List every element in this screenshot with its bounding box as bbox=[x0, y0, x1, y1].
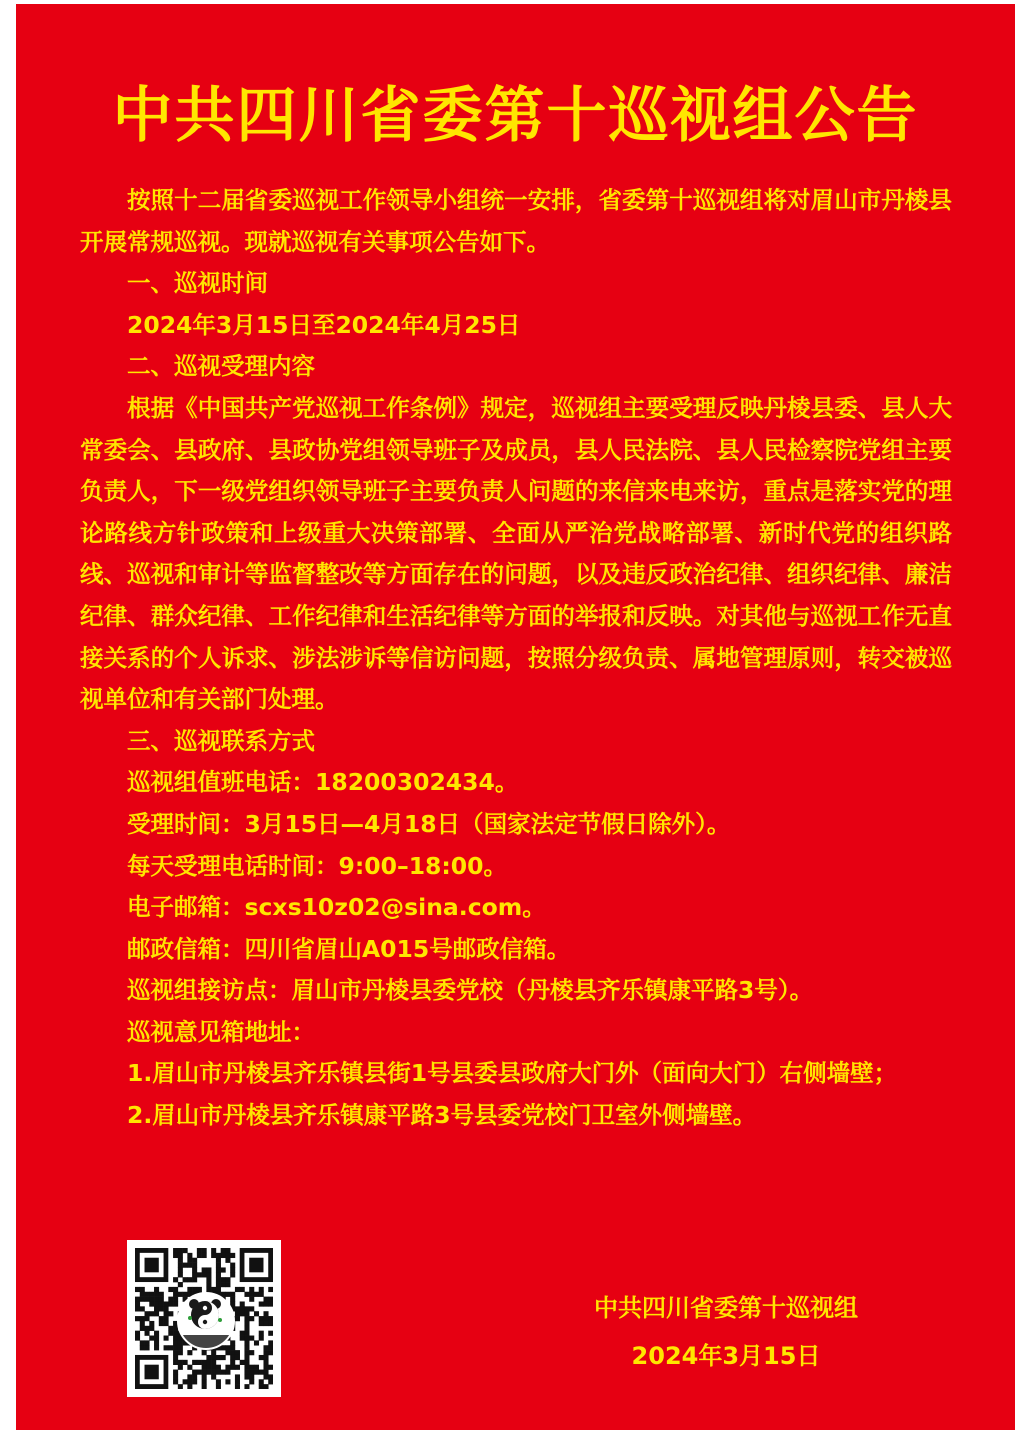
qr-logo bbox=[177, 1292, 235, 1350]
announcement-title: 中共四川省委第十巡视组公告 bbox=[112, 81, 919, 151]
opinion-box-heading: 巡视意见箱地址： bbox=[127, 1017, 315, 1046]
announcement-body bbox=[80, 180, 952, 1137]
qr-logo-caption bbox=[179, 1335, 233, 1348]
announcement-poster bbox=[16, 4, 1015, 1430]
inspection-period: 2024年3月15日至2024年4月25日 bbox=[127, 310, 521, 339]
section-heading-scope: 二、巡视受理内容 bbox=[127, 352, 315, 381]
contact-postbox: 邮政信箱：四川省眉山A015号邮政信箱。 bbox=[127, 934, 571, 963]
section-heading-contact: 三、巡视联系方式 bbox=[127, 726, 315, 755]
panda-icon bbox=[185, 1296, 225, 1332]
intro-paragraph: 按照十二届省委巡视工作领导小组统一安排，省委第十巡视组将对眉山市丹棱县开展常规巡视。现就巡视有关事项公告如下。 bbox=[80, 186, 952, 256]
scope-paragraph: 根据《中国共产党巡视工作条例》规定，巡视组主要受理反映丹棱县委、县人大常委会、县政府、县政协党组领导班子及成员，县人民法院、县人民检察院党组主要负责人，下一级党组织领导班子主要负责人问题的来信来电来访，重点是落实党的理论路线方针政策和上级重大决策部署、全面从严治党战略部署、新时代党的组织路线、巡视和审计等监督整改等方面存在的问题，以及违反政治纪律、组织纪律、廉洁纪律、群众纪律、工作纪律和生活纪律等方面的举报和反映。对其他与巡视工作无直接关系的个人诉求、涉法涉诉等信访问题，按照分级负责、属地管理原则，转交被巡视单位和有关部门处理。 bbox=[80, 393, 952, 714]
signature-block bbox=[546, 1284, 906, 1380]
contact-accept-dates: 受理时间：3月15日—4月18日（国家法定节假日除外）。 bbox=[127, 809, 731, 838]
signature-org: 中共四川省委第十巡视组 bbox=[594, 1294, 858, 1322]
signature-date: 2024年3月15日 bbox=[631, 1342, 821, 1370]
contact-email: 电子邮箱：scxs10z02@sina.com。 bbox=[127, 893, 546, 922]
opinion-box-address-1: 1.眉山市丹棱县齐乐镇县街1号县委县政府大门外（面向大门）右侧墙壁； bbox=[127, 1059, 898, 1088]
contact-phone: 巡视组值班电话：18200302434。 bbox=[127, 768, 519, 797]
section-heading-time: 一、巡视时间 bbox=[127, 269, 268, 298]
contact-visit-point: 巡视组接访点：眉山市丹棱县委党校（丹棱县齐乐镇康平路3号）。 bbox=[127, 976, 814, 1005]
opinion-box-address-2: 2.眉山市丹棱县齐乐镇康平路3号县委党校门卫室外侧墙壁。 bbox=[127, 1101, 757, 1130]
qr-code bbox=[127, 1240, 281, 1397]
contact-phone-hours: 每天受理电话时间：9:00–18:00。 bbox=[127, 851, 508, 880]
